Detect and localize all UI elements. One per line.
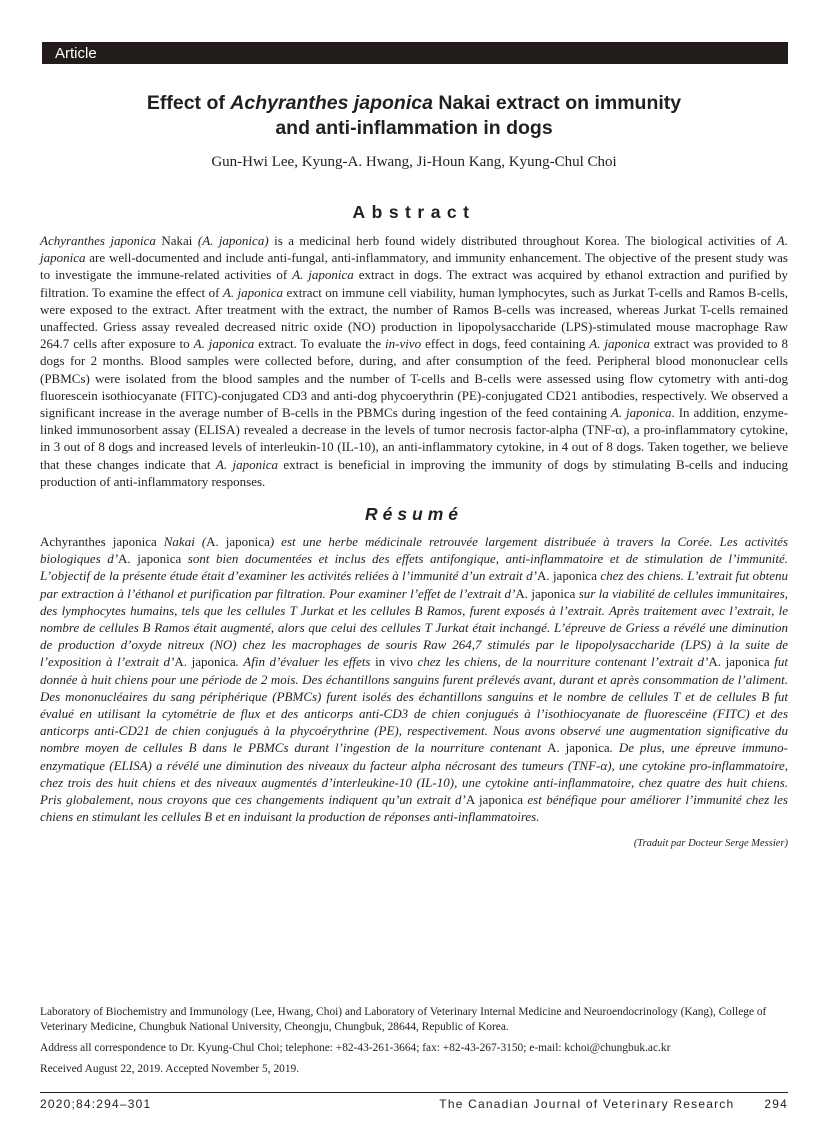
article-title-line-1: Effect of Achyranthes japonica Nakai extract on immunity [146,92,682,114]
article-type-banner [42,42,788,64]
resume-text: Achyranthes japonica Nakai (A. japonica) est une herbe médicinale retrouvée largement distribuée à travers la Corée. Les activités biologiques d’A. japonica sont bien documentées et inclus des effets antifongique, anti-inflammatoire et de stimulation de l’immunité. L’objectif de la présente étude était d’examiner les activités reliées à l’immunité d’un extrait d’A. japonica chez des chiens. L’extrait fut obtenu par extraction à l’éthanol et purification par filtration. Pour examiner l’effet de l’extrait d’A. japonica sur la viabilité de cellules immunitaires, des lymphocytes humains, tels que les cellules T Jurkat et les cellules B Ramos, furent exposés à l’extrait. Après traitement avec l’extrait, le nombre de cellules B Ramos était augmenté, alors que celui des cellules T Jurkat était inchangé. L’épreuve de Griess a révélé une diminution de production d’oxyde nitreux (NO) chez les macrophages de souris Raw 264,7 stimulés par le lipopolysaccharide (LPS) à la suite de l’exposition à l’extrait d’A. japonica. Afin d’évaluer les effets in vivo chez les chiens, de la nourriture contenant l’extrait d’A. japonica fut donnée à huit chiens pour une période de 2 mois. Des échantillons sanguins furent prélevés avant, durant et après consommation de l’aliment. Des mononucléaires du sang périphérique (PBMCs) furent isolés des échantillons sanguins et le nombre de cellules T et de cellules B fut évalué en utilisant la cytométrie de flux et des anticorps anti-CD3 de chien conjugués à l’isothiocyanate de fluorescéine (FITC) et des anticorps anti-CD21 de chien conjugués à la phycoérythrine (PE), respectivement. Nous avons observé une augmentation significative du nombre moyen de cellules B dans le PBMCs durant l’ingestion de la nourriture contenant A. japonica. De plus, une épreuve immuno-enzymatique (ELISA) a révélé une diminution des niveaux du facteur alpha nécrosant des tumeurs (TNF-α), une cytokine pro-inflammatoire, chez trois des huit chiens et des niveaux augmentés d’interleukine-10 (IL-10), une cytokine anti-inflammatoire, chez quatre des huit chiens. Pris globalement, nous croyons que ces changements indiquent qu’un extrait d’A japonica est bénéfique pour améliorer l’immunité chez les chiens en stimulant les cellules B et en induisant la production de réponses anti-inflammatoires. [40,534,789,825]
authors-line: Gun-Hwi Lee, Kyung-A. Hwang, Ji-Houn Kang, Kyung-Chul Choi [211,154,617,170]
translator-credit: (Traduit par Docteur Serge Messier) [633,837,788,849]
footnote-block [40,1005,788,1111]
abstract-heading: Abstract [352,202,476,222]
footer-citation: 2020;84:294–301 [40,1097,152,1111]
resume-heading: Résumé [364,504,464,525]
affiliation-text: Laboratory of Biochemistry and Immunology (Lee, Hwang, Choi) and Laboratory of Veterinary Internal Medicine and Neuroendocrinology (Kang), College of Veterinary Medicine, Chungbuk National University, Cheongju, Chungbuk, 28644, Republic of Korea. [40,1006,767,1033]
abstract-text: Achyranthes japonica Nakai (A. japonica) is a medicinal herb found widely distributed throughout Korea. The biological activities of A. japonica are well-documented and include anti-fungal, anti-inflammatory, and immunity enhancement. The objective of the present study was to investigate the immune-related activities of A. japonica extract in dogs. The extract was acquired by ethanol extraction and purified by filtration. To examine the effect of A. japonica extract on immune cell viability, human lymphocytes, such as Jurkat T-cells and Ramos B-cells, were exposed to the extract. After treatment with the extract, the number of Ramos B-cells was increased, whereas Jurkat T-cells remained unaffected. Griess assay revealed decreased nitric oxide (NO) production in lipopolysaccharide (LPS)-stimulated mouse macrophage Raw 264.7 cells after exposure to A. japonica extract. To evaluate the in-vivo effect in dogs, feed containing A. japonica extract was provided to 8 dogs for 2 months. Blood samples were collected before, during, and after consumption of the feed. Peripheral blood mononuclear cells (PBMCs) were isolated from the blood samples and the number of T-cells and B-cells were assessed using flow cytometry with anti-dog fluorescein isothiocyanate (FITC)-conjugated CD3 and anti-dog phycoerythrin (PE)-conjugated CD21 antibodies, respectively. We observed a significant increase in the average number of B-cells in the PBMCs during ingestion of the feed containing A. japonica. In addition, enzyme-linked immunosorbent assay (ELISA) revealed a decrease in the levels of tumor necrosis factor-alpha (TNF-α), a pro-inflammatory cytokine, in 3 out of 8 dogs and increased levels of interleukin-10 (IL-10), an anti-inflammatory cytokine, in 4 out of 8 dogs. Taken together, we believe that these changes indicate that A. japonica extract is beneficial in improving the immunity of dogs by stimulating B-cells and inducing production of anti-inflammatory responses. [40,233,789,489]
page-footer [40,1093,788,1111]
article-type-label: Article [55,44,97,62]
article-page [40,91,788,849]
footer-journal-name: The Canadian Journal of Veterinary Research [439,1097,735,1111]
correspondence-text: Address all correspondence to Dr. Kyung-Chul Choi; telephone: +82-43-261-3664; fax: +82-43-267-3150; e-mail: kchoi@chungbuk.ac.kr [40,1042,671,1054]
footer-page-number: 294 [764,1097,788,1111]
received-dates: Received August 22, 2019. Accepted November 5, 2019. [40,1063,300,1075]
article-title-line-2: and anti-inflammation in dogs [275,117,553,139]
article-title [40,91,788,141]
